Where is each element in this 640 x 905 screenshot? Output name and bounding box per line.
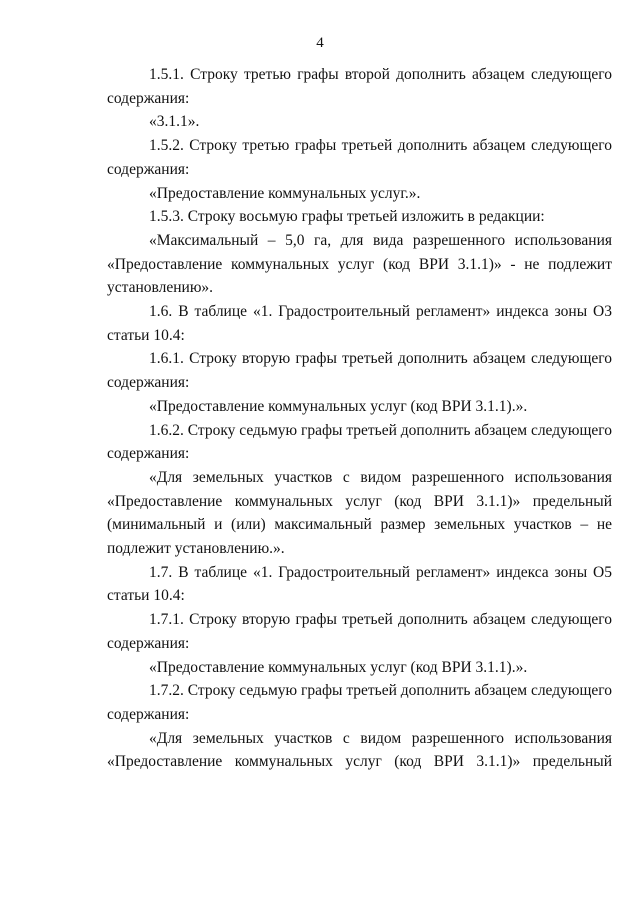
paragraph-land-plots-o3: «Для земельных участков с видом разрешенного использования «Предоставление коммунальных услуг (код ВРИ 3.1.1)» предельный (минимальный и (или) максимальный размер земельных участков – не подлежит установлению.». <box>107 468 612 558</box>
paragraph-1-7: 1.7. В таблице «1. Градостроительный регламент» индекса зоны О5 статьи 10.4: <box>107 563 612 605</box>
paragraph-1-6-2: 1.6.2. Строку седьмую графы третьей дополнить абзацем следующего содержания: <box>107 421 612 463</box>
paragraph-1-6: 1.6. В таблице «1. Градостроительный регламент» индекса зоны О3 статьи 10.4: <box>107 303 612 344</box>
paragraph-1-5-3: 1.5.3. Строку восьмую графы третьей изложить в редакции: <box>149 208 545 226</box>
paragraph-1-5-2: 1.5.2. Строку третью графы третьей дополнить абзацем следующего содержания: <box>107 137 612 178</box>
paragraph-1-5-1: 1.5.1. Строку третью графы второй дополнить абзацем следующего содержания: <box>107 66 612 107</box>
paragraph-communal-services: «Предоставление коммунальных услуг.». <box>149 184 421 202</box>
paragraph-maximum-area: «Максимальный – 5,0 га, для вида разрешенного использования «Предоставление коммунальных услуг (код ВРИ 3.1.1)» - не подлежит установлению». <box>107 231 612 297</box>
paragraph-1-6-1: 1.6.1. Строку вторую графы третьей дополнить абзацем следующего содержания: <box>107 350 612 392</box>
paragraph-1-7-2: 1.7.2. Строку седьмую графы третьей дополнить абзацем следующего содержания: <box>107 682 612 723</box>
page-number: 4 <box>316 35 324 51</box>
paragraph-communal-services-code-o5: «Предоставление коммунальных услуг (код ВРИ 3.1.1).». <box>149 658 528 676</box>
document-body <box>107 63 612 774</box>
paragraph-code-3-1-1: «3.1.1». <box>149 113 200 131</box>
paragraph-communal-services-code: «Предоставление коммунальных услуг (код ВРИ 3.1.1).». <box>149 397 528 415</box>
paragraph-1-7-1: 1.7.1. Строку вторую графы третьей дополнить абзацем следующего содержания: <box>107 611 612 652</box>
paragraph-land-plots-o5: «Для земельных участков с видом разрешенного использования «Предоставление коммунальных услуг (код ВРИ 3.1.1)» предельный <box>107 729 612 771</box>
